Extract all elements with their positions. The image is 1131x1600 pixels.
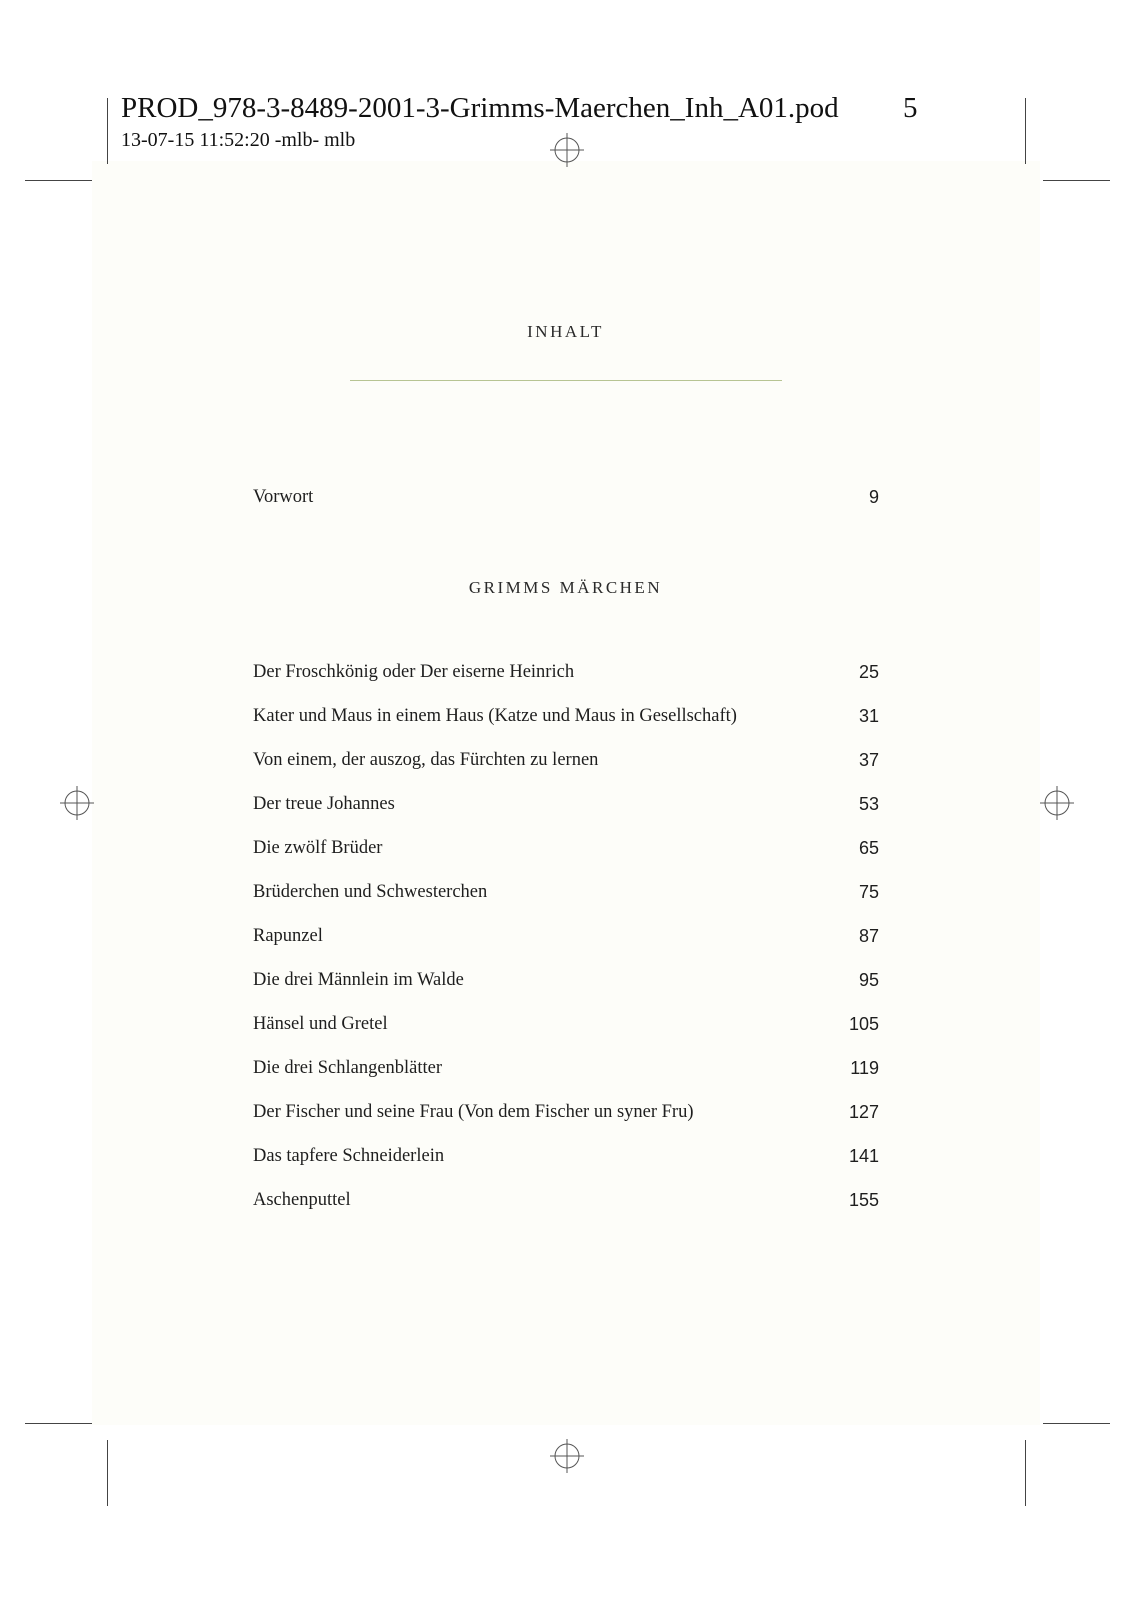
toc-entry-title: Kater und Maus in einem Haus (Katze und Maus in Gesellschaft) <box>253 706 737 726</box>
toc-entry[interactable] <box>253 747 879 773</box>
toc-entry[interactable] <box>253 923 879 949</box>
toc-entry-title: Die drei Männlein im Walde <box>253 970 464 990</box>
registration-mark-icon <box>550 133 584 167</box>
crop-mark <box>107 98 108 164</box>
toc-entry-page: 155 <box>848 1190 879 1210</box>
toc-entry[interactable] <box>253 879 879 905</box>
toc-entry-page: 95 <box>858 970 879 990</box>
toc-entry[interactable] <box>253 1187 879 1213</box>
crop-mark <box>1025 98 1026 164</box>
toc-entry[interactable] <box>253 703 879 729</box>
crop-mark <box>107 1440 108 1506</box>
crop-mark <box>25 1423 92 1424</box>
toc-entry[interactable] <box>253 835 879 861</box>
toc-entry-title: Der Fischer und seine Frau (Von dem Fischer un syner Fru) <box>253 1102 694 1122</box>
toc-entry[interactable] <box>253 967 879 993</box>
toc-entry-page: 141 <box>848 1146 879 1166</box>
crop-mark <box>1025 1440 1026 1506</box>
registration-mark-icon <box>550 1439 584 1473</box>
toc-entry[interactable] <box>253 1011 879 1037</box>
toc-entry-title: Vorwort <box>253 487 314 507</box>
toc-entry-title: Der treue Johannes <box>253 794 395 814</box>
slug-file-name: PROD_978-3-8489-2001-3-Grimms-Maerchen_Inh_A01.pod <box>121 92 839 124</box>
toc-entry-page: 9 <box>868 487 879 507</box>
toc-entry[interactable] <box>253 1055 879 1081</box>
toc-entry-title: Rapunzel <box>253 926 323 946</box>
toc-entry-page: 75 <box>858 882 879 902</box>
slug-meta: 13-07-15 11:52:20 -mlb- mlb <box>121 129 356 151</box>
toc-entry-title: Hänsel und Gretel <box>253 1014 388 1034</box>
crop-mark <box>1043 180 1110 181</box>
toc-entry-title: Der Froschkönig oder Der eiserne Heinrich <box>253 662 575 682</box>
title-divider <box>350 380 782 381</box>
toc-entry-page: 119 <box>850 1058 879 1078</box>
toc-entry-page: 31 <box>858 706 879 726</box>
toc-entry-page: 127 <box>848 1102 879 1122</box>
toc-entry-title: Die drei Schlangenblätter <box>253 1058 443 1078</box>
toc-entry-title: Brüderchen und Schwesterchen <box>253 882 488 902</box>
page-title: INHALT <box>527 322 604 341</box>
toc-entry-title: Das tapfere Schneiderlein <box>253 1146 445 1166</box>
toc-entry-page: 87 <box>858 926 879 946</box>
toc-entry-title: Die zwölf Brüder <box>253 838 383 858</box>
toc-entry-title: Aschenputtel <box>253 1190 351 1210</box>
registration-mark-icon <box>60 786 94 820</box>
toc-entry[interactable] <box>253 659 879 685</box>
crop-mark <box>25 180 92 181</box>
toc-entry-page: 65 <box>858 838 879 858</box>
toc-entry-page: 105 <box>848 1014 879 1034</box>
section-heading: GRIMMS MÄRCHEN <box>468 578 663 597</box>
registration-mark-icon <box>1040 786 1074 820</box>
toc-entry[interactable] <box>253 1099 879 1125</box>
toc-entry-page: 53 <box>858 794 879 814</box>
slug-sheet-number: 5 <box>903 92 918 124</box>
crop-mark <box>1043 1423 1110 1424</box>
toc-entry[interactable] <box>253 1143 879 1169</box>
toc-entry[interactable] <box>253 791 879 817</box>
toc-entry-page: 37 <box>858 750 879 770</box>
toc-entry-title: Von einem, der auszog, das Fürchten zu lernen <box>253 750 599 770</box>
toc-entry-page: 25 <box>858 662 879 682</box>
toc-entry-vorwort[interactable] <box>253 484 879 510</box>
